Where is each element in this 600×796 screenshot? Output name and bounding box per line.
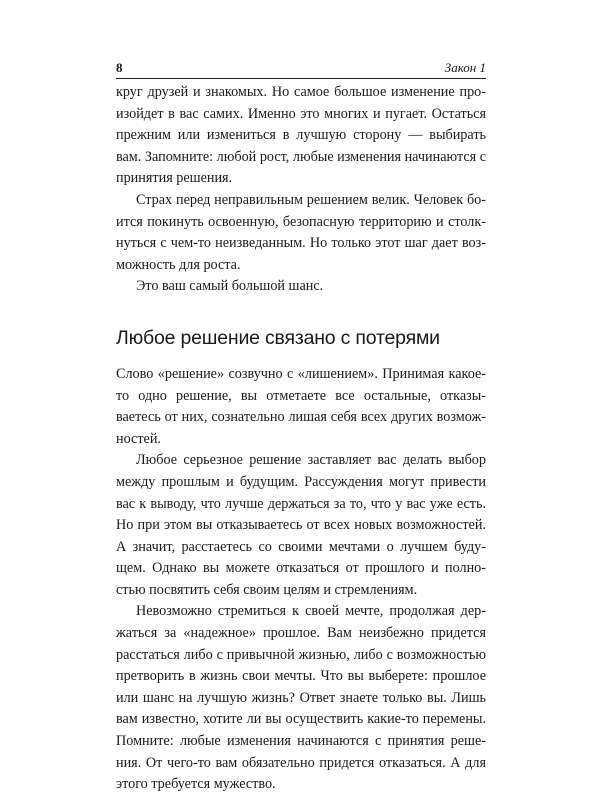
section-heading: Любое решение связано с потерями [116,326,440,349]
page-body [116,82,486,796]
running-head: Закон 1 [444,60,486,75]
paragraph-continuation: круг друзей и знакомых. Но самое большое изменение произойдет в вас самих. Именно это многих и пугает. Остаться прежним или измениться в лучшую сторону — выбирать вам. Запомните: любой рост, любые изменения начинаются с принятия решения. [116,84,486,187]
page-number: 8 [116,60,123,75]
paragraph-fear: Страх перед неправильным решением велик. Человек боится покинуть освоенную, безопасную территорию и столкнуться с чем-то неизведанным. Но только этот шаг дает возможность для роста. [116,191,486,273]
paragraph-decision-word: Слово «решение» созвучно с «лишением». Принимая какое-то одно решение, вы отметаете все остальные, отказываетесь от них, сознательно лишая себя всех других возможностей. [116,365,486,447]
page-header [116,60,486,79]
paragraph-dream: Невозможно стремиться к своей мечте, продолжая держаться за «надежное» прошлое. Вам неизбежно придется расстаться либо с привычной жизнью, либо с возможностью претворить в жизнь свои мечты. Что вы выберете: прошлое или шанс на лучшую жизнь? Ответ знаете только вы. Лишь вам известно, хотите ли вы осуществить какие-то перемены. Помните: любые изменения начинаются с принятия решения. От чего-то вам обязательно придется отказаться. А для этого требуется мужество. [116,603,486,793]
paragraph-serious-decision: Любое серьезное решение заставляет вас делать выбор между прошлым и будущим. Рассуждения могут привести вас к выводу, что лучше держаться за то, что у вас уже есть. Но при этом вы отказываетесь от всех новых возможностей. А значит, расстаетесь со своими мечтами о лучшем будущем. Однако вы можете отказаться от прошлого и полностью посвятить себя своим целям и стремлениям. [116,452,486,598]
paragraph-chance: Это ваш самый большой шанс. [136,278,324,295]
